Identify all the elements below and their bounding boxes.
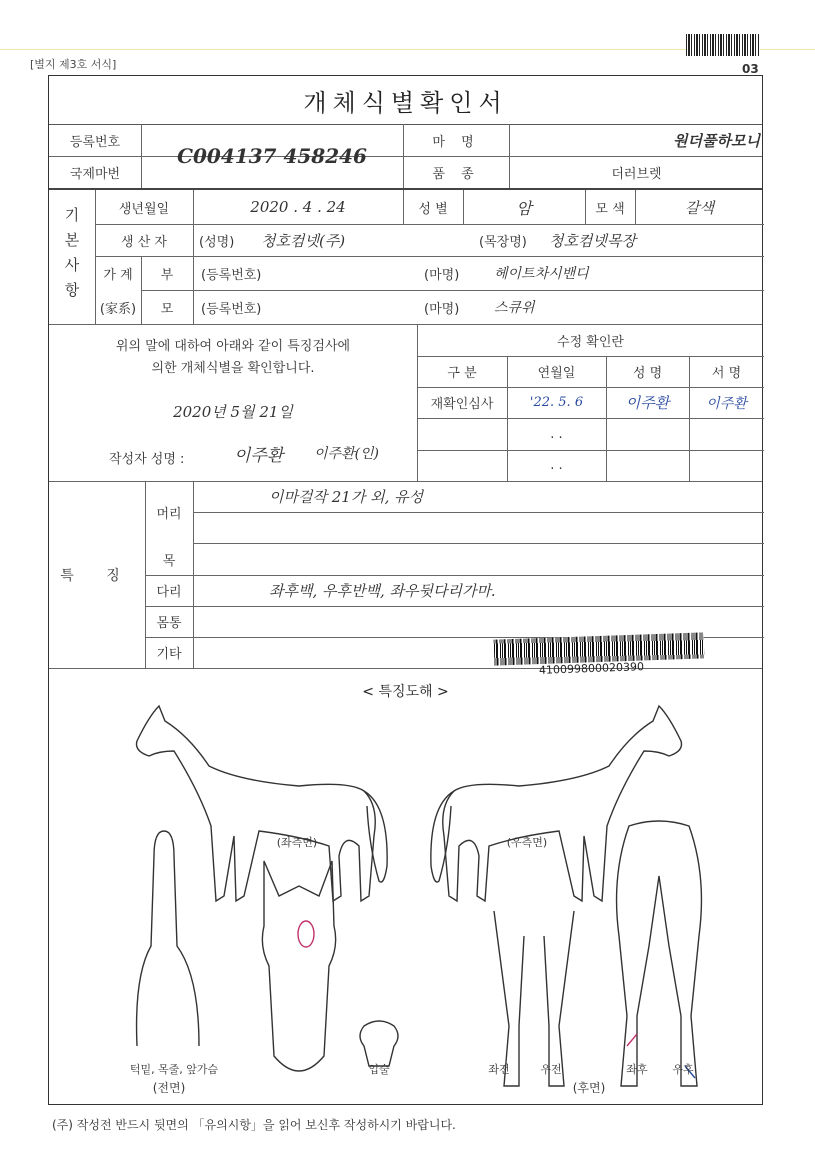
- dam-label: 모: [160, 301, 174, 317]
- birth-value: 2020 . 4 . 24: [250, 198, 346, 216]
- sex-value: 암: [516, 198, 532, 218]
- horse-head-front-icon: [254, 856, 344, 1086]
- diagram-title: < 특징도해 >: [362, 684, 449, 700]
- horse-neck-front-icon: [129, 826, 209, 1056]
- front-label: (전면): [152, 1081, 186, 1095]
- revision-row1-sign: 이주환: [706, 395, 747, 412]
- sex-label: 성 별: [418, 201, 448, 217]
- front-right-label: 우전: [540, 1063, 562, 1076]
- revision-title: 수정 확인란: [557, 334, 624, 350]
- feature-other-label: 기타: [156, 647, 182, 662]
- breeder-name-prefix: (성명): [199, 234, 235, 250]
- basic-info-section-label: 기본사항: [62, 207, 81, 307]
- farm-prefix: (목장명): [479, 234, 527, 250]
- feature-head-value: 이마걸작 21가 외, 유성: [269, 488, 424, 506]
- sire-label: 부: [160, 267, 174, 283]
- sticker-barcode-number: 410099800020390: [538, 660, 645, 677]
- breed-value: 더러브렛: [611, 166, 662, 182]
- revision-col-type: 구 분: [447, 366, 477, 381]
- feature-leg-label: 다리: [156, 585, 182, 600]
- breeder-name-value: 청호컴넷(주): [261, 231, 346, 250]
- sire-name-value: 헤이트차시밴디: [494, 266, 589, 282]
- lip-label: 입술: [368, 1063, 390, 1076]
- horse-name-label: 마 명: [432, 134, 480, 150]
- feature-neck-label: 목: [162, 553, 176, 569]
- pedigree-label: 가 계: [103, 267, 133, 283]
- dam-name-value: 스큐위: [494, 300, 535, 316]
- confirmation-date: 2020년 5월 21일: [173, 402, 293, 421]
- revision-row1-date: '22. 5. 6: [529, 395, 584, 410]
- front-left-label: 좌전: [488, 1063, 510, 1076]
- form-number: [별지 제3호 서식]: [30, 58, 117, 71]
- page-number: 03: [742, 62, 759, 76]
- left-side-label: (좌측면): [276, 836, 318, 849]
- footer-note: (주) 작성전 반드시 뒷면의 「유의시항」을 읽어 보신후 작성하시기 바랍니다.: [52, 1118, 456, 1132]
- right-side-label: (우측면): [506, 836, 548, 849]
- revision-row1-name: 이주환: [625, 394, 670, 412]
- identification-form: [48, 75, 763, 1105]
- breed-label: 품 종: [432, 166, 480, 182]
- top-barcode: [686, 34, 760, 56]
- statement-line2: 의한 개체식별을 확인합니다.: [151, 360, 315, 376]
- breeder-label: 생 산 자: [121, 234, 167, 250]
- revision-col-sign: 서 명: [711, 366, 742, 381]
- statement-line1: 위의 말에 대하여 아래와 같이 특징검사에: [115, 338, 351, 354]
- feature-head-label: 머리: [156, 506, 182, 522]
- pedigree-hanja: (家系): [99, 301, 137, 317]
- feature-body-label: 몸통: [156, 616, 182, 631]
- revision-col-name: 성 명: [632, 366, 663, 381]
- hind-left-label: 좌후: [626, 1063, 648, 1076]
- author-value: 이주환: [234, 445, 284, 466]
- features-section-label: 특 징: [60, 567, 134, 584]
- color-value: 갈색: [685, 198, 714, 217]
- feature-leg-value: 좌후백, 우후반백, 좌우뒷다리가마.: [269, 582, 496, 600]
- reg-no-label: 등록번호: [69, 134, 121, 150]
- form-title: 개체식별확인서: [49, 76, 762, 125]
- sire-name-prefix: (마명): [424, 267, 460, 283]
- microchip-label: 국제마번: [69, 166, 121, 182]
- revision-row3-date: . .: [550, 458, 563, 473]
- front-detail-label: 턱밑, 목줄, 앞가슴: [129, 1063, 219, 1076]
- revision-row2-date: . .: [550, 426, 563, 442]
- author-label: 작성자 성명 :: [109, 451, 185, 467]
- author-seal: 이주환(인): [314, 446, 380, 462]
- revision-col-date: 연월일: [537, 366, 576, 381]
- farm-value: 청호컴넷목장: [549, 231, 636, 250]
- dam-name-prefix: (마명): [424, 301, 460, 317]
- sire-reg-prefix: (등록번호): [201, 267, 262, 283]
- color-label: 모 색: [595, 201, 625, 217]
- hind-right-label: 우후: [672, 1063, 694, 1076]
- horse-hind-rear-icon: [609, 816, 709, 1096]
- reg-no-value: C004137 458246: [177, 144, 367, 168]
- horse-name-value: 원더풀하모니: [673, 131, 760, 150]
- revision-row1-type: 재확인심사: [430, 397, 494, 412]
- birth-label: 생년월일: [118, 201, 170, 217]
- dam-reg-prefix: (등록번호): [201, 301, 262, 317]
- rear-label: (후면): [572, 1081, 606, 1095]
